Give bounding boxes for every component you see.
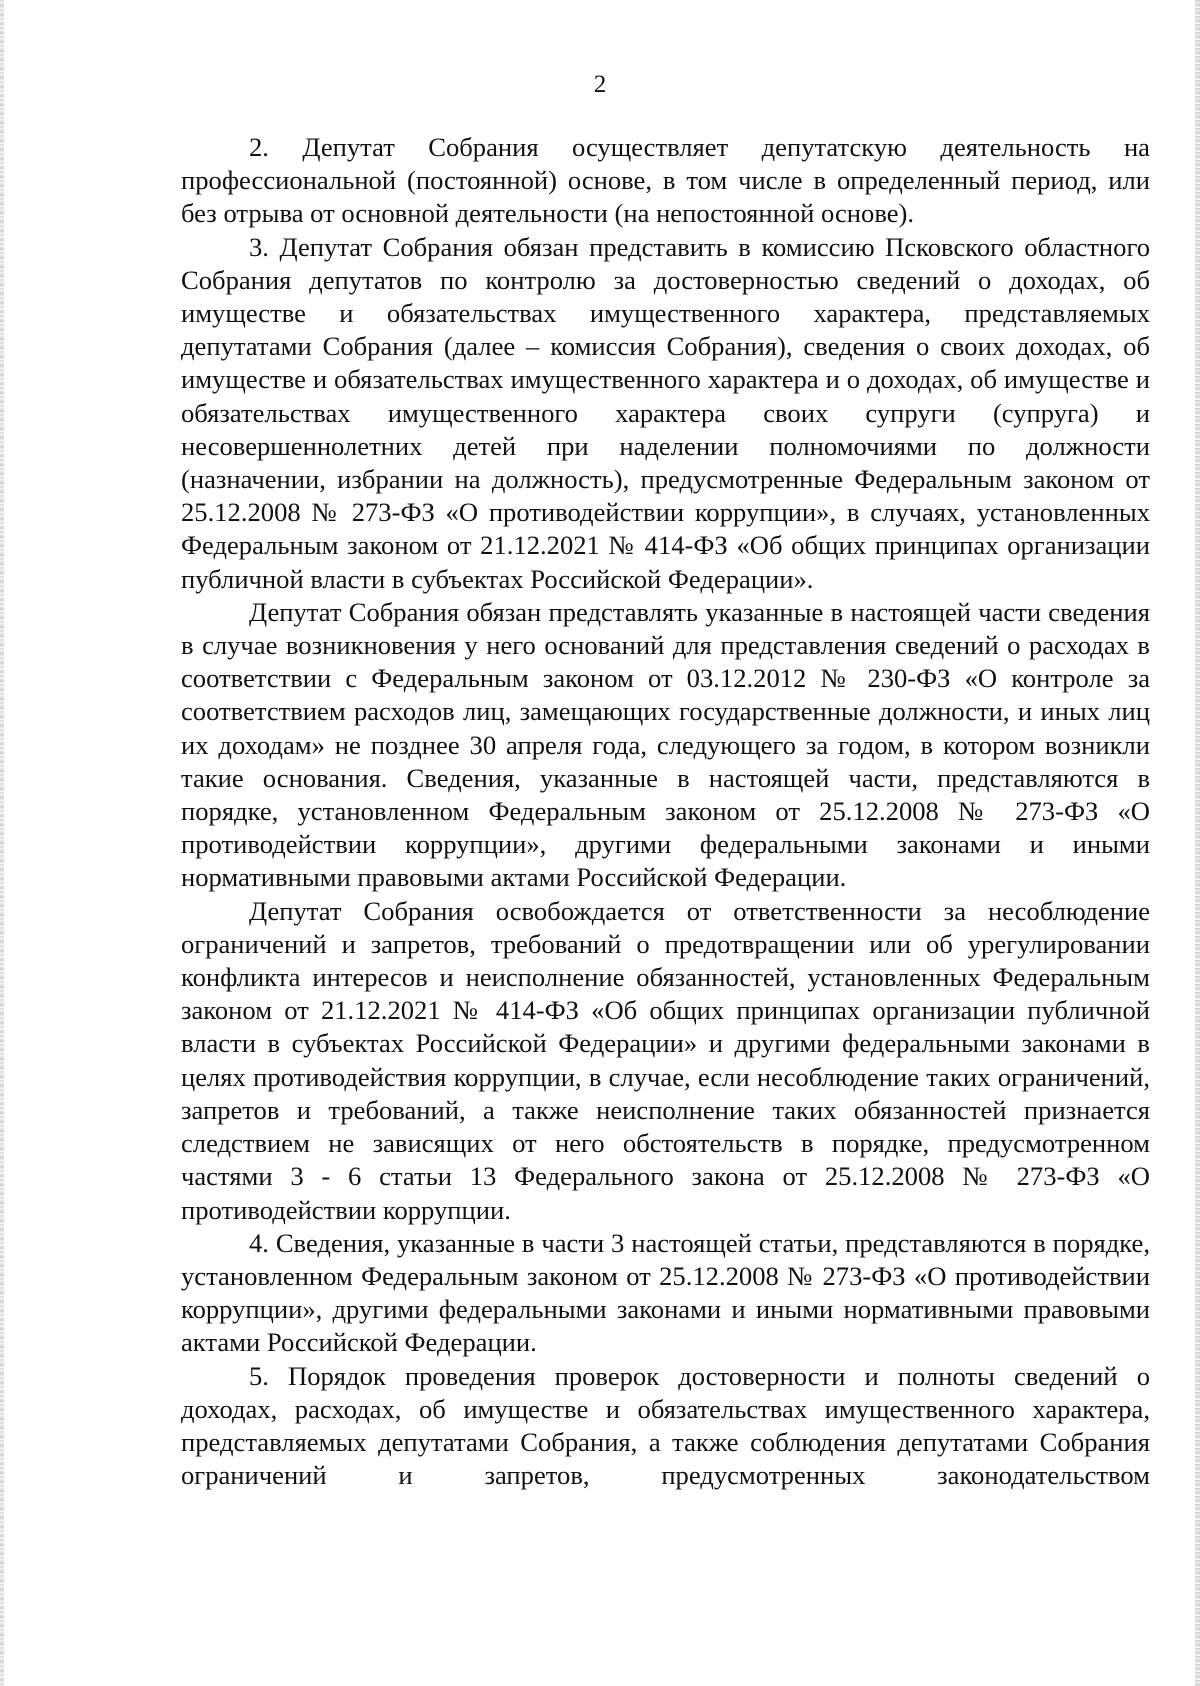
scan-edge-right — [1195, 0, 1200, 1686]
paragraph-part-2: 2. Депутат Собрания осуществляет депутатскую деятельность на профессиональной (постоянной) основе, в том числе в определенный период, или без отрыва от основной деятельности (на непостоянной основе). — [181, 132, 1150, 229]
scan-edge-left — [0, 0, 4, 1686]
paragraph-part-3: 3. Депутат Собрания обязан представить в комиссию Псковского областного Собрания депутатов по контролю за достоверностью сведений о доходах, об имуществе и обязательствах имущественного характера, представляемых депутатами Собрания (далее – комиссия Собрания), сведения о своих доходах, об имуществе и обязательствах имущественного характера и о доходах, об имуществе и обязательствах имущественного характера своих супруги (супруга) и несовершеннолетних детей при наделении полномочиями по должности (назначении, избрании на должность), предусмотренные Федеральным законом от 25.12.2008 № 273-ФЗ «О противодействии коррупции», в случаях, установленных Федеральным законом от 21.12.2021 № 414-ФЗ «Об общих принципах организации публичной власти в субъектах Российской Федерации». — [181, 231, 1150, 594]
paragraph-part-4: 4. Сведения, указанные в части 3 настоящей статьи, представляются в порядке, установленном Федеральным законом от 25.12.2008 № 273-ФЗ «О противодействии коррупции», другими федеральными законами и иными нормативными правовыми актами Российской Федерации. — [181, 1227, 1150, 1358]
page-number: 2 — [593, 71, 607, 98]
paragraph-part-3-liability: Депутат Собрания освобождается от ответственности за несоблюдение ограничений и запретов, требований о предотвращении или об урегулировании конфликта интересов и неисполнение обязанностей, установленных Федеральным законом от 21.12.2021 № 414-ФЗ «Об общих принципах организации публичной власти в субъектах Российской Федерации» и другими федеральными законами в целях противодействия коррупции, в случае, если несоблюдение таких ограничений, запретов и требований, а также неисполнение таких обязанностей признается следствием не зависящих от него обстоятельств в порядке, предусмотренном частями 3 - 6 статьи 13 Федерального закона от 25.12.2008 № 273-ФЗ «О противодействии коррупции. — [181, 895, 1150, 1225]
document-body — [181, 131, 1150, 1492]
paragraph-part-3-expenses: Депутат Собрания обязан представлять указанные в настоящей части сведения в случае возникновения у него оснований для представления сведений о расходах в соответствии с Федеральным законом от 03.12.2012 № 230-ФЗ «О контроле за соответствием расходов лиц, замещающих государственные должности, и иных лиц их доходам» не позднее 30 апреля года, следующего за годом, в котором возникли такие основания. Сведения, указанные в настоящей части, представляются в порядке, установленном Федеральным законом от 25.12.2008 № 273-ФЗ «О противодействии коррупции», другими федеральными законами и иными нормативными правовыми актами Российской Федерации. — [181, 596, 1150, 893]
paragraph-part-5: 5. Порядок проведения проверок достоверности и полноты сведений о доходах, расходах, об имуществе и обязательствах имущественного характера, представляемых депутатами Собрания, а также соблюдения депутатами Собрания ограничений и запретов, предусмотренных законодательством — [181, 1360, 1150, 1491]
